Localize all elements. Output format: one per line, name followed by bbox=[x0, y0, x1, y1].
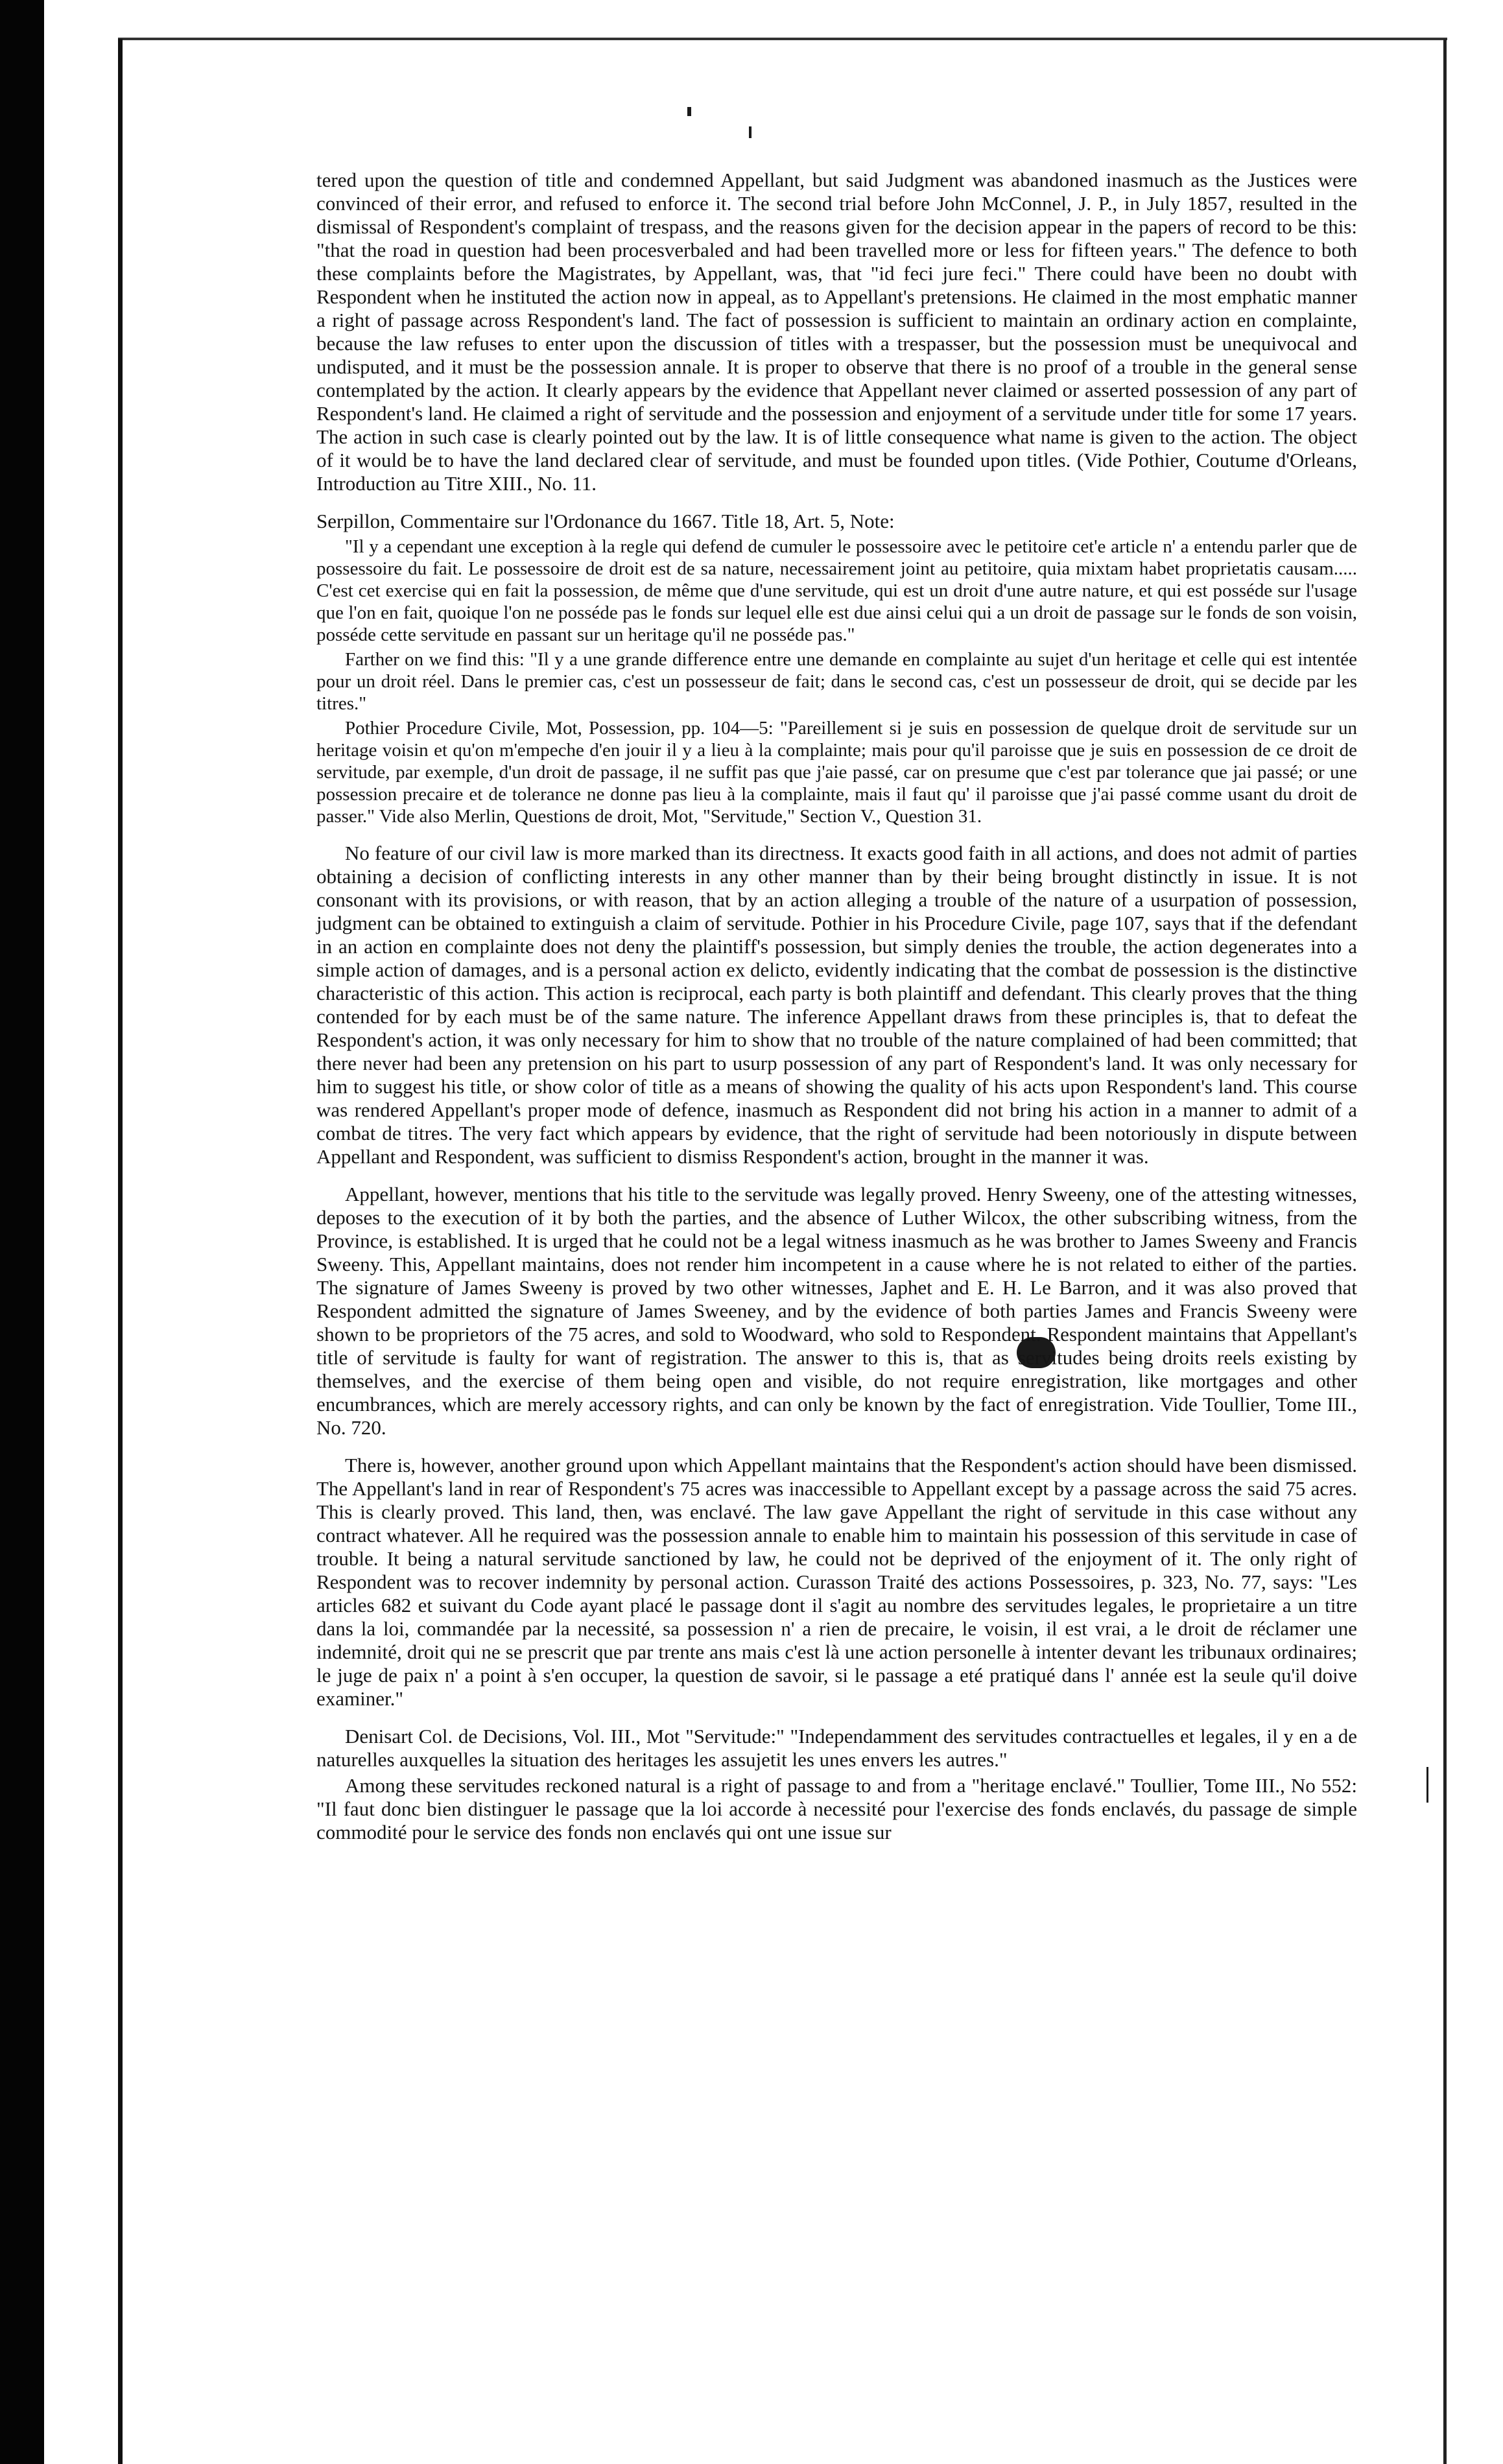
scan-mark bbox=[749, 126, 752, 138]
paragraph: No feature of our civil law is more marked than its directness. It exacts good faith in all actions, and does not admit of parties obtaining a decision of conflicting interests in any other manner than by their being brought distinctly in issue. It is not consonant with its provisions, or with reason, that by an action alleging a trouble of the nature of a usurpation of possession, judgment can be obtained to extinguish a claim of servitude. Pothier in his Procedure Civile, page 107, says that if the defendant in an action en complainte does not deny the plaintiff's possession, but simply denies the trouble, the action degenerates into a simple action of damages, and is a personal action ex delicto, evidently indicating that the combat de possession is the distinctive characteristic of this action. This action is reciprocal, each party is both plaintiff and defendant. This clearly proves that the thing contended for by each must be of the same nature. The inference Appellant draws from these principles is, that to defeat the Respondent's action, it was only necessary for him to show that no trouble of the nature complained of had been committed; that there never had been any pretension on his part to usurp possession of any part of Respondent's land. It was only necessary for him to suggest his title, or show color of title as a means of showing the quality of his acts upon Respondent's land. This course was rendered Appellant's proper mode of defence, inasmuch as Respondent did not bring his action in a manner to admit of a combat de titres. The very fact which appears by evidence, that the right of servitude had been notoriously in dispute between Appellant and Respondent, was sufficient to dismiss Respondent's action, brought in the manner it was. bbox=[316, 842, 1357, 1168]
scan-top-rule bbox=[118, 38, 1447, 40]
paragraph: Denisart Col. de Decisions, Vol. III., Mot "Servitude:" "Independamment des servitudes contractuelles et legales, il y en a de naturelles auxquelles la situation des heritages les assujetit les unes envers les autres." bbox=[316, 1725, 1357, 1771]
paragraph: There is, however, another ground upon which Appellant maintains that the Respondent's action should have been dismissed. The Appellant's land in rear of Respondent's 75 acres was inaccessible to Appellant except by a passage across the said 75 acres. This is clearly proved. This land, then, was enclavé. The law gave Appellant the right of servitude in this case without any contract whatever. All he required was the possession annale to enable him to maintain his possession of this servitude in case of trouble. It being a natural servitude sanctioned by law, he could not be deprived of the enjoyment of it. The only right of Respondent was to recover indemnity by personal action. Curasson Traité des actions Possessoires, p. 323, No. 77, says: "Les articles 682 et suivant du Code ayant placé le passage dont il s'agit au nombre des servitudes legales, le proprietaire a un titre dans la loi, commandée par la necessité, sa possession n' a rien de precaire, le voisin, il est vrai, a le droit de réclamer une indemnité, droit qui ne se prescrit que par trente ans mais c'est là une action personelle à intenter devant les tribunaux ordinaires; le juge de paix n' a point à s'en occuper, la question de savoir, si le passage a eté pratiqué dans l' année est la seule qu'il doive examiner." bbox=[316, 1454, 1357, 1710]
scan-mark bbox=[687, 107, 691, 116]
scan-left-border bbox=[0, 0, 44, 2464]
paragraph: Serpillon, Commentaire sur l'Ordonance du 1667. Title 18, Art. 5, Note: bbox=[316, 510, 895, 532]
paragraph: tered upon the question of title and condemned Appellant, but said Judgment was abandoned inasmuch as the Justices were convinced of their error, and refused to enforce it. The second trial before John McConnel, J. P., in July 1857, resulted in the dismissal of Respondent's complaint of trespass, and the reasons given for the decision appear in the papers of record to be this: "that the road in question had been procesverbaled and had been travelled more or less for fifteen years." The defence to both these complaints before the Magistrates, by Appellant, was, that "id feci jure feci." There could have been no doubt with Respondent when he instituted the action now in appeal, as to Appellant's pretensions. He claimed in the most emphatic manner a right of passage across Respondent's land. The fact of possession is sufficient to maintain an ordinary action en complainte, because the law refuses to enter upon the discussion of titles with a trespasser, but the possession must be unequivocal and undisputed, and it must be the possession annale. It is proper to observe that there is no proof of a trouble in the general sense contemplated by the action. It clearly appears by the evidence that Appellant never claimed or asserted possession of any part of Respondent's land. He claimed a right of servitude and the possession and enjoyment of a servitude under title for some 17 years. The action in such case is clearly pointed out by the law. It is of little consequence what name is given to the action. The object of it would be to have the land declared clear of servitude, and must be founded upon titles. (Vide Pothier, Coutume d'Orleans, Introduction au Titre XIII., No. 11. bbox=[316, 169, 1357, 495]
paragraph: Appellant, however, mentions that his title to the servitude was legally proved. Henry Sweeny, one of the attesting witnesses, deposes to the execution of it by both the parties, and the absence of Luther Wilcox, the other subscribing witness, from the Province, is established. It is urged that he could not be a legal witness inasmuch as he was brother to James Sweeny and Francis Sweeny. This, Appellant maintains, does not render him incompetent in a cause where he is not related to either of the parties. The signature of James Sweeny is proved by two other witnesses, Japhet and E. H. Le Barron, and it was also proved that Respondent admitted the signature of James Sweeney, and by the evidence of both parties James and Francis Sweeny were shown to be proprietors of the 75 acres, and sold to Woodward, who sold to Respondent. Respondent maintains that Appellant's title of servitude is faulty for want of registration. The answer to this is, that as servitudes being droits reels existing by themselves, and the exercise of them being open and visible, do not require enregistration, like mortgages and other encumbrances, which are merely accessory rights, and can only be known by the fact of enregistration. Vide Toullier, Tome III., No. 720. bbox=[316, 1183, 1357, 1439]
paragraph: Among these servitudes reckoned natural is a right of passage to and from a "heritage enclavé." Toullier, Tome III., No 552: "Il faut donc bien distinguer le passage que la loi accorde à necessité pour l'exercise des fonds enclavés, du passage de simple commodité pour le service des fonds non enclavés qui ont une issue sur bbox=[316, 1774, 1357, 1843]
document-page bbox=[316, 169, 1357, 1847]
scan-mark bbox=[1426, 1767, 1428, 1803]
quotation-paragraph: "Il y a cependant une exception à la regle qui defend de cumuler le possessoire avec le petitoire cet'e article n' a entendu parler que de possessoire du fait. Le possessoire de droit est de sa nature, necessairement joint au petitoire, quia mixtam habet proprietatis causam..... C'est cet exercise qui en fait la possession, de même que d'une servitude, qui est un droit d'une autre nature, et qui est posséde sur l'usage que l'on en fait, quoique l'on ne posséde pas le fonds sur lequel elle est due ainsi celui qui a un droit de passage sur le fonds de son voisin, posséde cette servitude en passant sur un heritage qu'il ne posséde pas." bbox=[316, 536, 1357, 645]
quotation-paragraph: Farther on we find this: "Il y a une grande difference entre une demande en complainte au sujet d'un heritage et celle qui est intentée pour un droit réel. Dans le premier cas, c'est un possesseur de fait; dans le second cas, c'est un possesseur de droit, qui se decide par les titres." bbox=[316, 649, 1357, 714]
scan-left-rule bbox=[118, 39, 123, 2464]
scan-right-rule bbox=[1443, 39, 1447, 2464]
quotation-paragraph: Pothier Procedure Civile, Mot, Possession, pp. 104—5: "Pareillement si je suis en possession de quelque droit de servitude sur un heritage voisin et qu'on m'empeche d'en jouir il y a lieu à la complainte; mais pour qu'il paroisse que je suis en possession de ce droit de servitude, par exemple, d'un droit de passage, il ne suffit pas que j'aie passé, car on presume que c'est par tolerance que jai passé; or une possession precaire et de tolerance ne donne pas lieu à la complainte, mais il faut qu' il paroisse que j'ai passé comme usant du droit de passer." Vide also Merlin, Questions de droit, Mot, "Servitude," Section V., Question 31. bbox=[316, 718, 1357, 827]
